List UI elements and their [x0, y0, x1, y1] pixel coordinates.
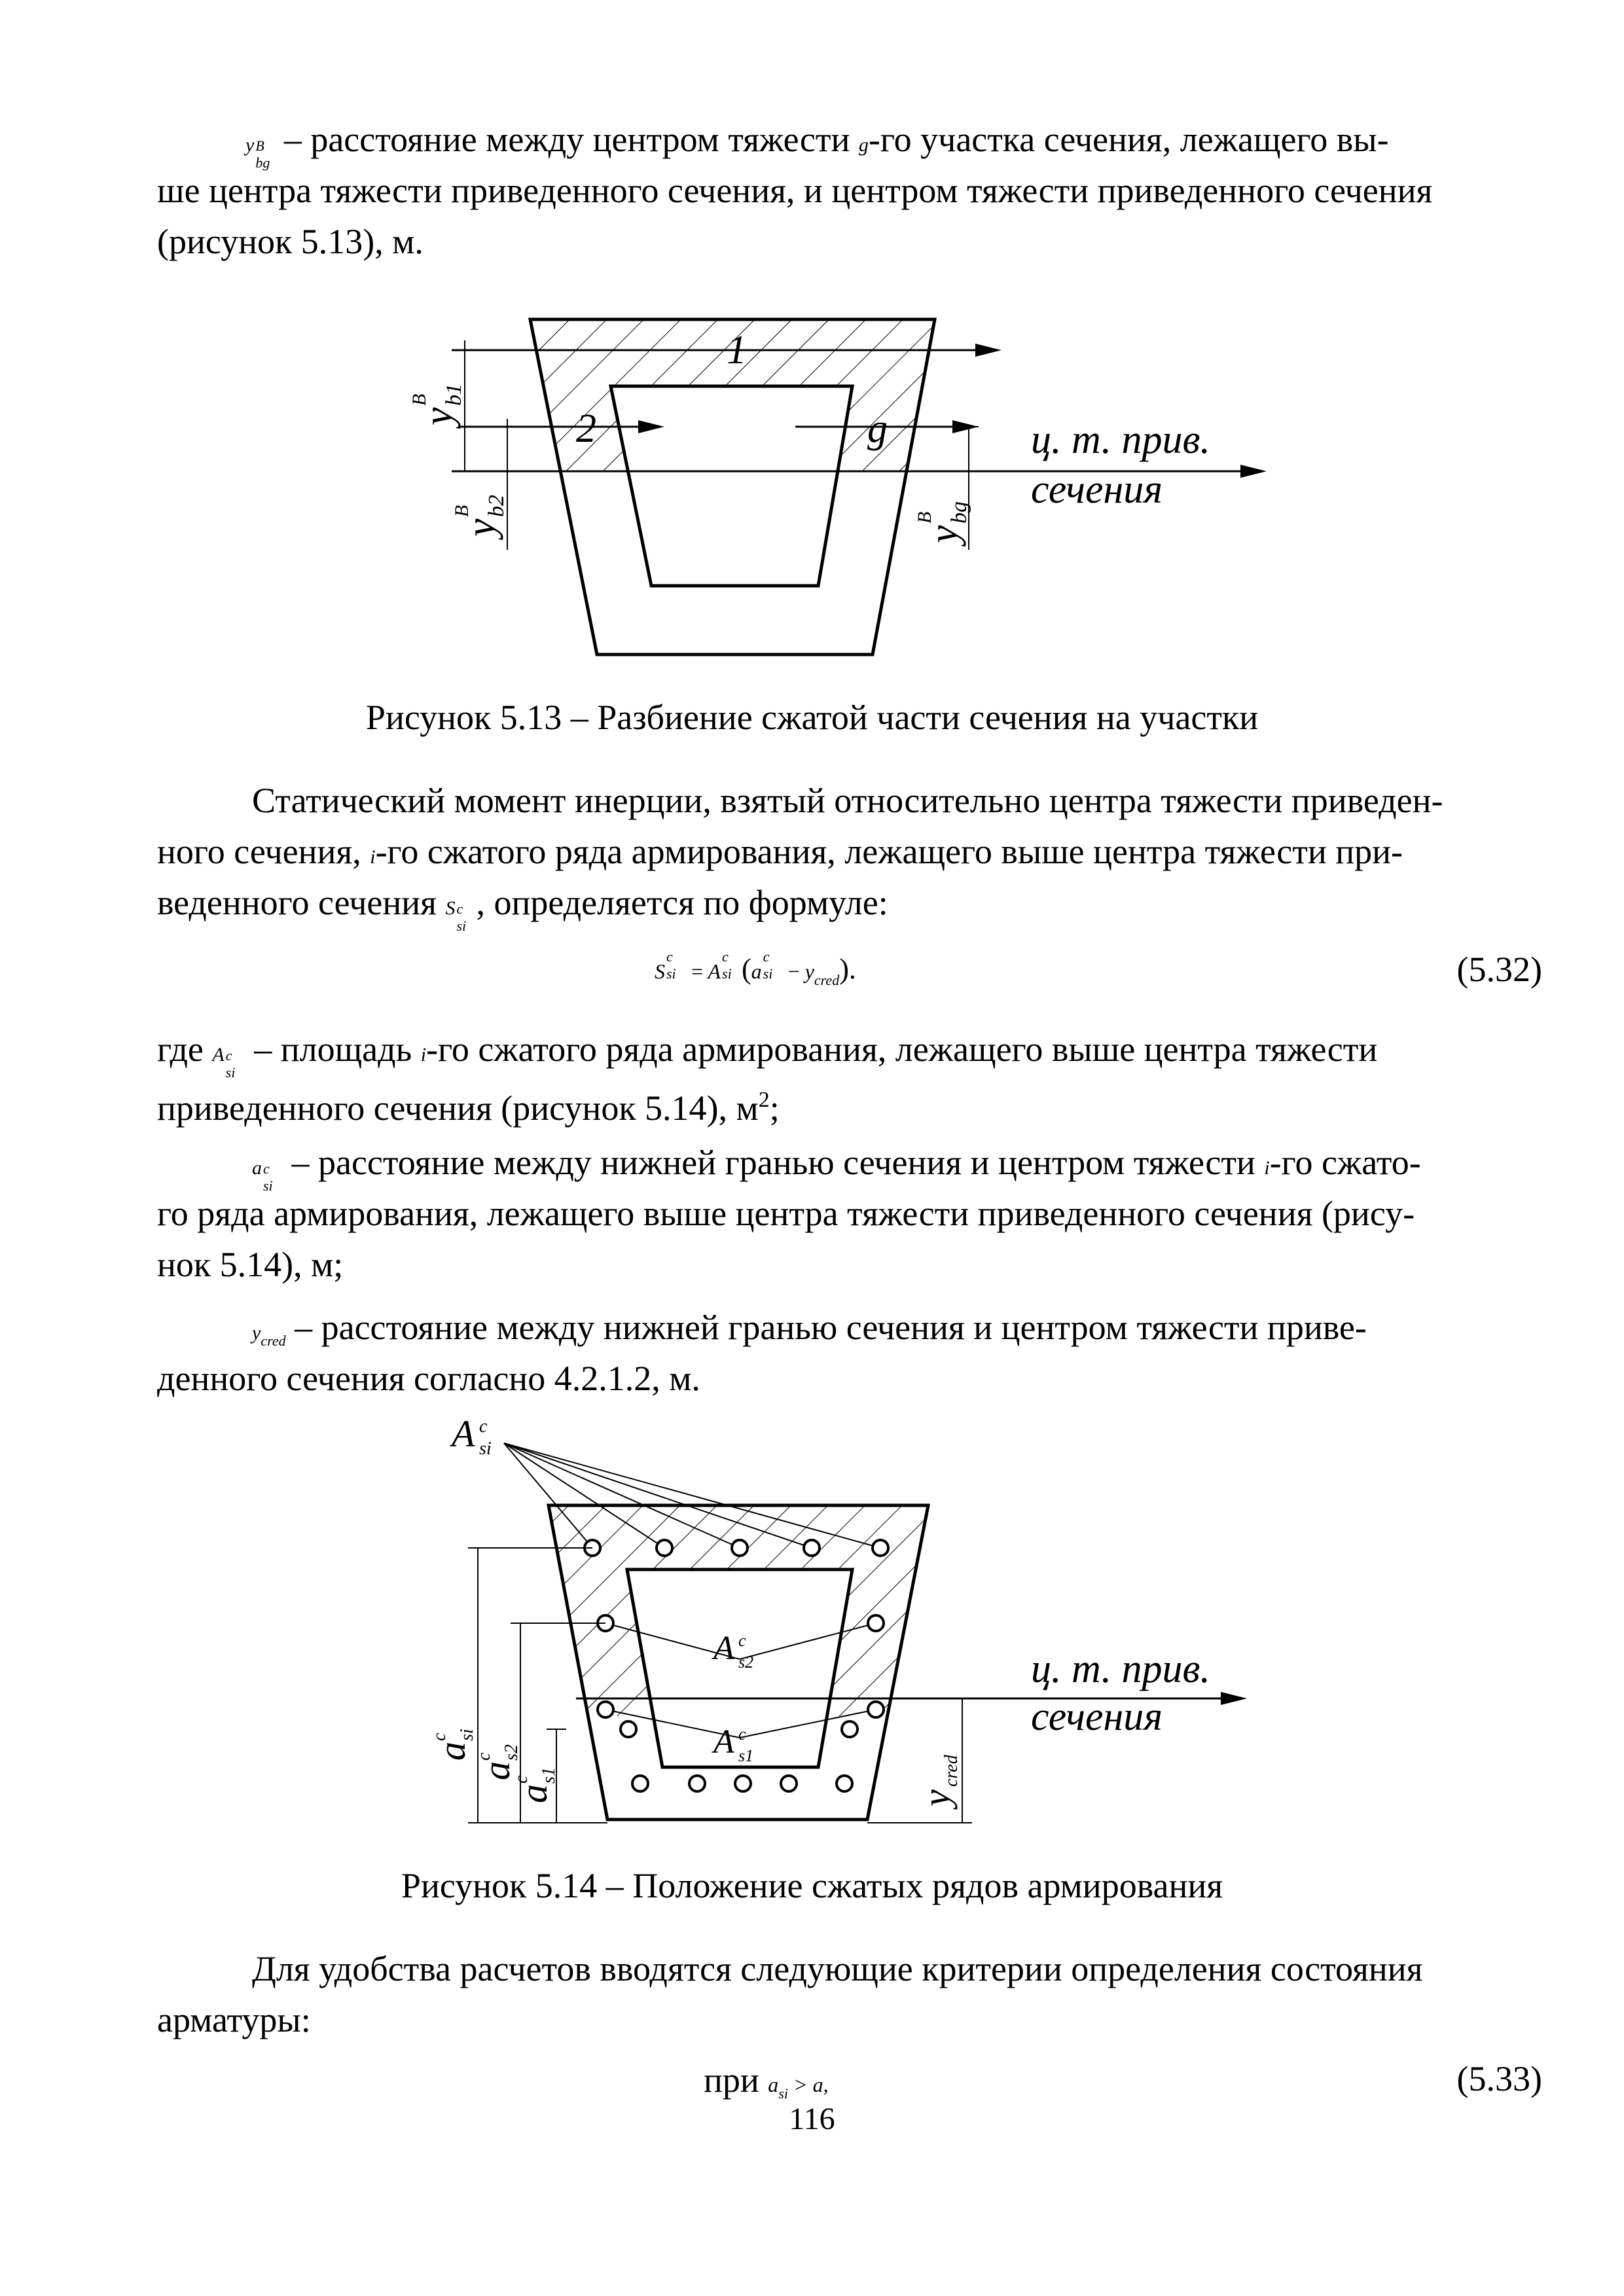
text-segment: веденного сечения [157, 883, 446, 922]
zone-1-arrowhead [975, 344, 1001, 357]
index-sup: c [456, 901, 463, 917]
rebar-bottom-row [632, 1776, 852, 1791]
label-Asi-sub: si [479, 1439, 492, 1459]
equation-5-32 [655, 948, 856, 989]
dim-y: y [459, 518, 503, 537]
text-segment: – расстояние между нижней гранью сечения и центром тяжести [283, 1143, 1265, 1182]
eq-equals: = [691, 960, 704, 983]
dim-y: y [915, 1789, 958, 1806]
symbol-i: i [420, 1044, 427, 1066]
figure-5-13-caption: Рисунок 5.13 – Разбиение сжатой части сечения на участки [365, 698, 1259, 737]
paragraph-ycred-line2: денного сечения согласно 4.2.1.2, м. [157, 1359, 700, 1398]
text-segment: -го участка сечения, лежащего вы- [868, 120, 1389, 159]
index-sup: B [255, 137, 264, 154]
symbol-S: S [445, 897, 456, 919]
text-segment: -го сжатого ряда армирования, лежащего выше центра тяжести [426, 1030, 1378, 1069]
symbol-g: g [858, 134, 869, 156]
eq-y: y [804, 960, 814, 983]
symbol-A: A [212, 1044, 225, 1066]
index-sub: cred [261, 1333, 286, 1349]
eq-a: a [768, 2073, 779, 2096]
rebar [735, 1776, 751, 1791]
dim-sup: c [429, 1732, 450, 1741]
dim-ybg-label [914, 501, 971, 547]
rebar [598, 1702, 613, 1717]
eq-minus: − [787, 960, 800, 983]
symbol-indices [225, 1039, 245, 1081]
rebar [868, 1702, 884, 1717]
zone-2-label: 2 [576, 406, 596, 451]
text-segment: – расстояние между центром тяжести [275, 120, 859, 159]
centroid-axis-arrowhead [1221, 1692, 1247, 1705]
eq-a: a [751, 960, 762, 983]
eq-indices [665, 948, 686, 982]
rebar [873, 1540, 888, 1556]
index-sub: si [456, 918, 467, 934]
index-sup: c [763, 948, 770, 965]
rebar [689, 1776, 705, 1791]
dim-ycred-label [915, 1754, 962, 1810]
eq-sub: si [778, 2085, 788, 2102]
text-segment: ного сечения, [157, 832, 370, 871]
eq-rest: > a, [787, 2073, 829, 2096]
paragraph-criteria-line2: арматуры: [157, 2000, 311, 2039]
paragraph-static-moment-line2 [157, 827, 1403, 882]
paragraph-asi-line2: го ряда армирования, лежащего выше центра тяжести приведенного сечения (рису- [157, 1194, 1415, 1233]
dim-yb2-label [451, 495, 509, 541]
dim-sup: B [451, 505, 473, 517]
eq-indices [721, 948, 742, 982]
index-sub: si [225, 1064, 236, 1081]
dim-as2-label [474, 1744, 522, 1780]
index-sub: bg [255, 154, 270, 171]
dim-sup: c [474, 1752, 494, 1761]
symbol-a: a [252, 1157, 262, 1179]
paragraph-criteria-line1: Для удобства расчетов вводятся следующие критерии определения состояния [252, 1949, 1423, 1988]
rebar [804, 1540, 820, 1556]
eq-indices [762, 948, 783, 982]
index-sub: si [263, 1177, 273, 1194]
dim-y: y [922, 525, 966, 543]
centroid-axis-arrowhead [1240, 465, 1267, 478]
label-Asi: A [452, 1412, 475, 1455]
text-segment: – расстояние между нижней гранью сечения и центром тяжести приве- [285, 1308, 1367, 1347]
eq-paren-close: ). [839, 953, 856, 985]
paragraph-asi-line1 [252, 1138, 1421, 1193]
dim-sub: si [457, 1729, 477, 1741]
zone-g-label: g [867, 406, 888, 451]
symbol-y: y [252, 1322, 261, 1344]
rebar [868, 1615, 884, 1631]
index-sup: c [722, 948, 729, 965]
eq-paren-open: ( [742, 953, 751, 985]
rebar [781, 1776, 797, 1791]
dim-sub: s1 [539, 1767, 559, 1784]
text-segment: -го сжато- [1269, 1143, 1421, 1182]
label-As2-sup: c [738, 1631, 746, 1650]
paragraph-ybg-line2: ше центра тяжести приведенного сечения, и центром тяжести приведенного сечения [157, 171, 1433, 210]
eq-sub-cred: cred [814, 972, 840, 988]
dim-y: y [416, 407, 461, 425]
index-sup: c [263, 1160, 270, 1177]
eq-when: при [704, 2060, 768, 2100]
dim-sup: B [408, 393, 430, 406]
index-sup: c [666, 948, 673, 965]
eq-S: S [655, 960, 665, 983]
rebar [732, 1540, 748, 1556]
dim-asi-label [429, 1729, 477, 1761]
symbol-i: i [1264, 1157, 1270, 1179]
label-As2-sub: s2 [738, 1653, 754, 1672]
rebar [632, 1776, 648, 1791]
rebar [842, 1721, 857, 1737]
axis-label-line2: сечения [1031, 1695, 1163, 1739]
paragraph-asi-line3: нок 5.14), м; [157, 1245, 344, 1284]
index-sub: si [666, 965, 676, 982]
equation-number-5-33: (5.33) [1456, 2059, 1542, 2098]
label-As1-sub: s1 [738, 1746, 754, 1765]
text-segment: , определяется по формуле: [476, 883, 888, 922]
text-segment: ; [769, 1088, 780, 1128]
dim-yb1-label [408, 384, 466, 429]
rebar [621, 1721, 636, 1737]
equation-number-5-32: (5.32) [1456, 950, 1542, 989]
figure-5-14-caption: Рисунок 5.14 – Положение сжатых рядов армирования [401, 1866, 1223, 1905]
eq-A: A [708, 960, 721, 983]
text-segment: приведенного сечения (рисунок 5.14), м [157, 1088, 759, 1128]
dim-a: a [513, 1784, 555, 1803]
dim-sub: cred [941, 1755, 962, 1787]
symbol-i: i [370, 846, 376, 868]
label-As1-sup: c [738, 1725, 746, 1744]
label-Asi-sup: c [479, 1416, 488, 1437]
text-segment: -го сжатого ряда армирования, лежащего выше центра тяжести при- [375, 832, 1403, 871]
dim-sub: b1 [442, 384, 466, 406]
page-number: 116 [789, 2102, 835, 2136]
dim-sub: b2 [484, 495, 509, 517]
figure-5-13 [0, 0, 1624, 720]
label-As1: A [713, 1723, 734, 1761]
dim-sub: s2 [501, 1744, 522, 1761]
paragraph-static-moment-line1: Статический момент инерции, взятый относительно центра тяжести приведен- [252, 781, 1443, 820]
superscript-2: 2 [758, 1088, 770, 1112]
zone-1-label: 1 [727, 328, 747, 372]
index-sub: si [722, 965, 732, 982]
text-segment: где [157, 1030, 213, 1069]
figure-5-14 [0, 1407, 1624, 1865]
text-segment: – площадь [245, 1030, 421, 1069]
axis-label-line2: сечения [1031, 467, 1163, 512]
rebar [837, 1776, 852, 1791]
paragraph-static-moment-line3 [157, 878, 888, 933]
axis-label-line1: ц. т. прив. [1031, 418, 1210, 462]
dim-sup: c [511, 1775, 532, 1784]
axis-label-line1: ц. т. прив. [1031, 1647, 1210, 1691]
paragraph-ybg-line3: (рисунок 5.13), м. [157, 222, 424, 261]
inner-void [611, 386, 852, 586]
dim-a: a [431, 1742, 473, 1761]
paragraph-where-A-line1 [157, 1024, 1377, 1080]
symbol-indices [262, 1152, 283, 1194]
dim-as1-label [511, 1767, 559, 1803]
symbol-indices [456, 892, 477, 934]
rebar [657, 1540, 672, 1556]
dim-sub: bg [947, 501, 971, 524]
index-sub: si [763, 965, 773, 982]
dim-sup: B [914, 511, 935, 524]
label-As2: A [713, 1630, 734, 1667]
symbol-y: y [245, 134, 255, 156]
dim-a: a [475, 1761, 518, 1780]
paragraph-where-A-line2 [157, 1075, 780, 1133]
index-sup: c [225, 1047, 232, 1064]
